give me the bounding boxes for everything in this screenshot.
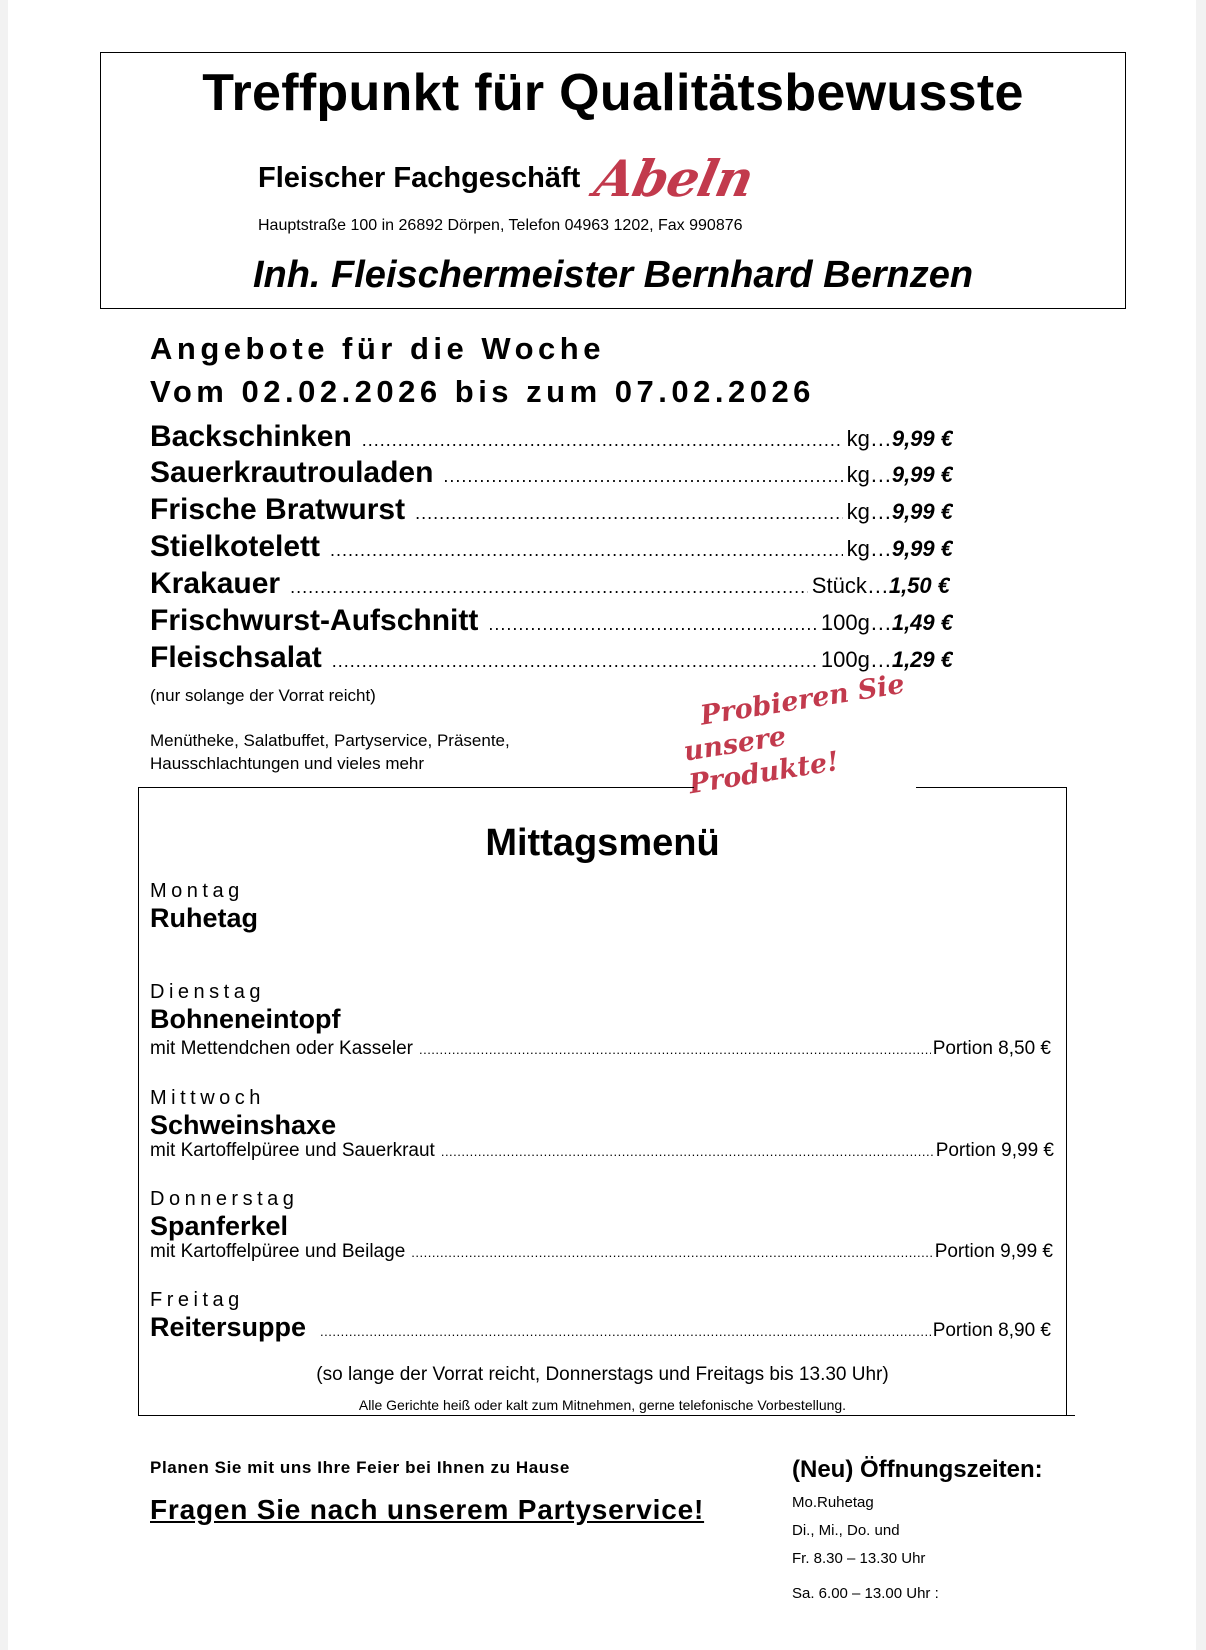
stock-note: (nur solange der Vorrat reicht) bbox=[150, 686, 376, 705]
shop-address: Hauptstraße 100 in 26892 Dörpen, Telefon 04963 1202, Fax 990876 bbox=[258, 217, 743, 234]
subtitle-row bbox=[258, 149, 759, 208]
day-label: Donnerstag bbox=[150, 1188, 299, 1210]
dish-name: Spanferkel bbox=[150, 1211, 289, 1241]
offer-name: Krakauer bbox=[150, 567, 281, 600]
offer-price: 9,99 € bbox=[891, 462, 953, 487]
offer-name: Backschinken bbox=[150, 420, 352, 453]
offers-date-range: Vom 02.02.2026 bis zum 07.02.2026 bbox=[150, 374, 815, 409]
services-text: Menütheke, Salatbuffet, Partyservice, Präsente, Hausschlachtungen und vieles mehr bbox=[150, 731, 510, 773]
offer-name: Fleischsalat bbox=[150, 641, 322, 674]
opening-hours-title: (Neu) Öffnungszeiten: bbox=[792, 1456, 1043, 1483]
dot-leader bbox=[320, 1324, 931, 1339]
offer-price: 9,99 € bbox=[891, 499, 953, 524]
day-label: Mittwoch bbox=[150, 1087, 265, 1109]
dish-price: Portion 9,99 € bbox=[935, 1140, 1054, 1161]
opening-hours-line: Di., Mi., Do. und bbox=[792, 1522, 900, 1539]
dot-leader bbox=[443, 466, 842, 487]
main-title: Treffpunkt für Qualitätsbewusste bbox=[202, 64, 1024, 122]
offer-unit: Stück… bbox=[811, 573, 889, 598]
offer-row bbox=[150, 456, 953, 492]
offer-row bbox=[150, 493, 953, 529]
promo-stamp-line2: unsere Produkte! bbox=[681, 720, 842, 801]
dish-name: Reitersuppe bbox=[150, 1312, 307, 1342]
offer-unit: kg… bbox=[846, 536, 892, 561]
dish-description: mit Kartoffelpüree und Sauerkraut bbox=[150, 1140, 435, 1161]
opening-hours-line: Fr. 8.30 – 13.30 Uhr bbox=[792, 1550, 926, 1567]
box-border-line bbox=[916, 787, 1067, 788]
dish-price: Portion 8,90 € bbox=[932, 1320, 1051, 1341]
owner-line: Inh. Fleischermeister Bernhard Bernzen bbox=[252, 254, 974, 296]
dot-leader bbox=[419, 1042, 931, 1057]
promo-stamp bbox=[681, 664, 941, 801]
offer-row bbox=[150, 420, 953, 456]
dish-description: mit Mettendchen oder Kasseler bbox=[150, 1038, 413, 1059]
lunch-title: Mittagsmenü bbox=[485, 822, 720, 864]
offer-price: 1,49 € bbox=[891, 610, 953, 635]
offer-unit: 100g… bbox=[820, 610, 892, 635]
offers-title: Angebote für die Woche bbox=[150, 331, 605, 366]
dish-price: Portion 8,50 € bbox=[932, 1038, 1051, 1059]
offer-price: 9,99 € bbox=[891, 536, 953, 561]
lunch-note-small: Alle Gerichte heiß oder kalt zum Mitnehmen, gerne telefonische Vorbestellung. bbox=[358, 1397, 847, 1413]
dot-leader bbox=[411, 1245, 932, 1260]
day-label: Freitag bbox=[150, 1289, 244, 1311]
shop-subtitle: Fleischer Fachgeschäft bbox=[258, 162, 581, 194]
dish-description: mit Kartoffelpüree und Beilage bbox=[150, 1241, 406, 1262]
offer-name: Sauerkrautrouladen bbox=[150, 456, 434, 489]
offer-unit: kg… bbox=[846, 426, 892, 451]
flyer-page bbox=[8, 0, 1196, 1650]
offer-row bbox=[150, 567, 950, 603]
offer-name: Frische Bratwurst bbox=[150, 493, 406, 526]
dot-leader bbox=[332, 651, 817, 672]
lunch-note: (so lange der Vorrat reicht, Donnerstags und Freitags bis 13.30 Uhr) bbox=[316, 1364, 889, 1385]
offer-price: 1,50 € bbox=[888, 573, 950, 598]
party-plan-text: Planen Sie mit uns Ihre Feier bei Ihnen zu Hause bbox=[150, 1458, 570, 1477]
dot-leader bbox=[330, 540, 843, 561]
dot-leader bbox=[415, 503, 843, 524]
box-border-line bbox=[1067, 1415, 1075, 1416]
opening-hours-line: Sa. 6.00 – 13.00 Uhr : bbox=[792, 1585, 939, 1602]
offer-price: 9,99 € bbox=[891, 426, 953, 451]
dish-name: Schweinshaxe bbox=[150, 1110, 337, 1140]
promo-stamp-line1: Probieren Sie bbox=[698, 668, 907, 732]
box-border-line bbox=[138, 787, 694, 788]
day-label: Dienstag bbox=[150, 981, 265, 1003]
offer-unit: kg… bbox=[846, 462, 892, 487]
offer-name: Stielkotelett bbox=[150, 530, 321, 563]
header-box bbox=[100, 52, 1126, 309]
offer-price: 1,29 € bbox=[891, 647, 953, 672]
day-label: Montag bbox=[150, 880, 244, 902]
dish-name: Bohneneintopf bbox=[150, 1004, 341, 1034]
dish-price: Portion 9,99 € bbox=[934, 1241, 1053, 1262]
dot-leader bbox=[290, 577, 808, 598]
brand-logo: Abeln bbox=[590, 149, 759, 208]
dish-row bbox=[150, 1038, 1051, 1066]
dish-row bbox=[150, 1241, 1053, 1269]
opening-hours-line: Mo.Ruhetag bbox=[792, 1494, 874, 1511]
offer-name: Frischwurst-Aufschnitt bbox=[150, 604, 479, 637]
dot-leader bbox=[441, 1144, 934, 1159]
dish-row bbox=[150, 1312, 1051, 1346]
dish-name: Ruhetag bbox=[150, 903, 258, 933]
offer-row bbox=[150, 530, 953, 566]
party-service-headline: Fragen Sie nach unserem Partyservice! bbox=[150, 1494, 705, 1525]
offer-unit: 100g… bbox=[820, 647, 892, 672]
dot-leader bbox=[488, 614, 817, 635]
dish-row bbox=[150, 1140, 1054, 1168]
dot-leader bbox=[362, 430, 843, 451]
offer-row bbox=[150, 641, 953, 677]
offer-row bbox=[150, 604, 953, 640]
offer-unit: kg… bbox=[846, 499, 892, 524]
